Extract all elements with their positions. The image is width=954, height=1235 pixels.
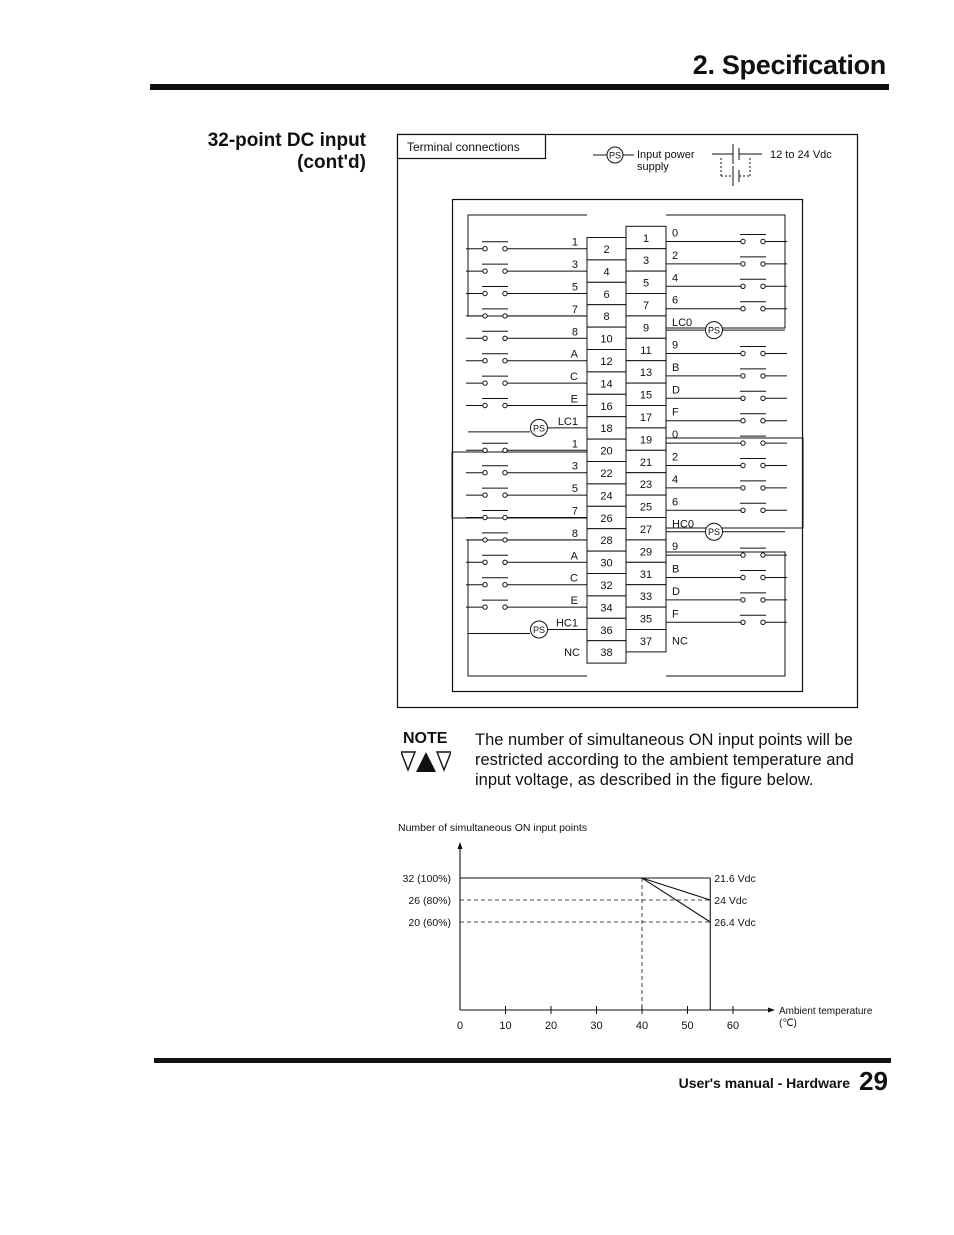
terminal-number: 1 — [642, 232, 650, 245]
terminal-number: 23 — [639, 479, 653, 492]
wire-label: D — [672, 384, 680, 397]
y-tick-label: 32 (100%) — [402, 873, 451, 885]
series-label: 26.4 Vdc — [714, 917, 756, 929]
switch-contact-icon — [482, 354, 508, 363]
terminal-number: 7 — [642, 300, 650, 312]
wire-label: 8 — [571, 527, 578, 540]
wire-label: C — [570, 572, 578, 585]
terminal-number: 15 — [639, 389, 653, 402]
wire-label: 5 — [571, 483, 578, 496]
terminal-number: 38 — [600, 647, 613, 660]
derating-chart — [0, 810, 954, 1050]
note-icon — [401, 750, 451, 774]
switch-contact-icon — [482, 555, 508, 564]
terminal-number: 26 — [600, 512, 613, 525]
wire-label: F — [672, 406, 679, 419]
switch-contact-icon — [482, 466, 508, 475]
terminal-number: 20 — [600, 445, 613, 458]
wire-label: 8 — [571, 326, 578, 339]
wire-label: A — [570, 550, 578, 563]
note-line2: restricted according to the ambient temperature and — [475, 751, 854, 769]
wire-label: 1 — [571, 236, 578, 249]
wire-label: NC — [672, 635, 688, 648]
wire-label: D — [672, 585, 680, 598]
terminal-number: 31 — [639, 568, 653, 581]
switch-contact-icon — [482, 533, 508, 542]
terminal-number: 28 — [600, 535, 613, 548]
series-label: 21.6 Vdc — [714, 873, 756, 885]
switch-contact-icon — [740, 593, 766, 602]
terminal-number: 10 — [600, 333, 613, 346]
switch-contact-icon — [482, 309, 508, 318]
switch-contact-icon — [740, 615, 766, 624]
terminal-label-text: Terminal connections — [407, 140, 520, 154]
wire-label: 4 — [672, 473, 679, 486]
wire-label: LC1 — [557, 415, 578, 428]
wire-label: 9 — [672, 339, 679, 352]
section-title-line1: 32-point DC input — [207, 130, 366, 151]
chart-marks — [403, 842, 873, 1032]
switch-contact-icon — [740, 235, 766, 244]
voltage-label: 12 to 24 Vdc — [770, 149, 832, 161]
note-text — [475, 730, 875, 790]
wire-label: 1 — [571, 438, 578, 451]
x-tick-label: 30 — [590, 1020, 603, 1032]
switch-contact-icon — [482, 399, 508, 408]
switch-contact-icon — [482, 264, 508, 273]
switch-contact-icon — [740, 548, 766, 557]
x-tick-label: 40 — [635, 1020, 649, 1032]
input-power-label: Input power — [637, 149, 695, 161]
terminal-number: 5 — [642, 277, 650, 290]
wire-label: NC — [564, 646, 580, 659]
terminal-block — [587, 226, 666, 663]
wire-label: B — [672, 563, 680, 576]
terminal-number: 29 — [639, 546, 653, 559]
x-tick-label: 20 — [544, 1020, 558, 1032]
switch-contact-icon — [482, 443, 508, 452]
switch-contact-icon — [740, 369, 766, 378]
terminal-number: 32 — [600, 580, 613, 592]
note-line3: input voltage, as described in the figure below. — [475, 771, 814, 789]
terminal-number: 33 — [639, 591, 653, 604]
switch-contact-icon — [740, 436, 766, 445]
series-label: 24 Vdc — [714, 895, 747, 907]
terminal-number: 12 — [600, 356, 613, 368]
ps-icon — [706, 523, 723, 540]
switch-contact-icon — [482, 488, 508, 497]
y-axis-arrow — [458, 842, 463, 849]
ps-icon — [531, 419, 548, 436]
x-axis-unit: (℃) — [779, 1018, 797, 1029]
page-header-title: 2. Specification — [692, 50, 886, 80]
terminal-number: 13 — [639, 367, 653, 380]
wire-label: LC0 — [672, 317, 693, 330]
terminal-number: 30 — [600, 557, 613, 570]
switch-contact-icon — [482, 600, 508, 609]
note-label: NOTE — [403, 730, 448, 747]
svg-text:PS: PS — [608, 150, 622, 161]
footer-rule — [154, 1058, 891, 1063]
terminal-number: 18 — [600, 423, 613, 436]
terminal-number: 35 — [639, 613, 653, 626]
x-axis-label: Ambient temperature — [779, 1006, 873, 1017]
wire-label: E — [570, 393, 578, 406]
terminal-number: 6 — [603, 288, 610, 301]
terminal-number: 21 — [639, 456, 653, 469]
terminal-number: 36 — [600, 624, 613, 637]
wire-label: 0 — [672, 429, 679, 442]
y-tick-label: 20 (60%) — [408, 917, 451, 929]
terminal-number: 8 — [603, 311, 610, 324]
terminal-number: 24 — [600, 490, 613, 503]
terminal-number: 19 — [639, 434, 653, 447]
switch-contact-icon — [482, 242, 508, 251]
terminal-number: 2 — [603, 244, 610, 256]
switch-contact-icon — [740, 481, 766, 490]
switch-contact-icon — [740, 391, 766, 400]
wire-label: 2 — [672, 451, 679, 464]
wire-label: 3 — [571, 460, 578, 473]
wire-label: 7 — [571, 505, 578, 518]
terminal-number: 9 — [642, 322, 650, 335]
wire-label: 6 — [672, 294, 679, 307]
wire-label: 2 — [672, 249, 679, 262]
terminal-number: 25 — [639, 501, 653, 514]
terminal-number: 11 — [640, 344, 652, 357]
terminal-number: 14 — [600, 378, 613, 391]
terminal-number: 27 — [639, 524, 653, 536]
wire-label: HC0 — [672, 518, 695, 531]
x-tick-label: 10 — [499, 1020, 512, 1032]
ps-icon — [706, 322, 723, 339]
switch-contact-icon — [740, 571, 766, 580]
terminal-number: 16 — [600, 400, 613, 413]
switch-contact-icon — [740, 279, 766, 288]
footer-text: User's manual - Hardware — [678, 1075, 850, 1091]
terminal-number: 17 — [639, 412, 653, 424]
wire-label: 3 — [571, 259, 578, 272]
wire-label: F — [672, 608, 679, 621]
wire-label: 0 — [672, 227, 679, 240]
switch-contact-icon — [740, 347, 766, 356]
switch-contact-icon — [482, 331, 508, 340]
wire-label: A — [570, 348, 578, 361]
switch-contact-icon — [482, 578, 508, 587]
wire-label: E — [570, 595, 578, 608]
wire-label: 4 — [672, 272, 679, 285]
x-tick-label: 60 — [726, 1020, 740, 1032]
wire-label: 6 — [672, 496, 679, 509]
terminal-number: 22 — [600, 468, 613, 480]
terminal-number: 4 — [603, 266, 610, 279]
wire-label: B — [672, 361, 680, 374]
switch-contact-icon — [482, 287, 508, 296]
ps-label: PS — [532, 423, 546, 434]
x-tick-label: 50 — [681, 1020, 694, 1032]
ps-icon — [531, 621, 548, 638]
terminal-number: 34 — [600, 602, 613, 615]
wire-label: 7 — [571, 303, 578, 316]
ps-label: PS — [707, 527, 721, 538]
switch-contact-icon — [740, 459, 766, 468]
x-axis-arrow — [768, 1008, 775, 1013]
wire-label: 5 — [571, 281, 578, 294]
wire-label: HC1 — [555, 617, 578, 630]
terminal-number: 37 — [639, 636, 653, 648]
y-axis-label: Number of simultaneous ON input points — [398, 822, 588, 834]
ps-label: PS — [707, 325, 721, 336]
switch-contact-icon — [740, 302, 766, 311]
x-tick-label: 0 — [456, 1020, 464, 1032]
switch-contact-icon — [482, 376, 508, 385]
wire-label: C — [570, 371, 578, 384]
y-tick-label: 26 (80%) — [408, 895, 451, 907]
ps-label: PS — [532, 625, 546, 635]
section-title-line2: (cont'd) — [297, 152, 366, 173]
switch-contact-icon — [740, 414, 766, 423]
note-line1: The number of simultaneous ON input points will be — [475, 731, 853, 749]
terminal-number: 3 — [642, 255, 650, 268]
page-number: 29 — [859, 1066, 888, 1096]
battery-icon — [712, 144, 762, 186]
switch-contact-icon — [740, 503, 766, 512]
switch-contact-icon — [740, 257, 766, 266]
series-line — [460, 878, 710, 900]
wire-label: 9 — [672, 541, 679, 554]
supply-label: supply — [637, 161, 669, 173]
